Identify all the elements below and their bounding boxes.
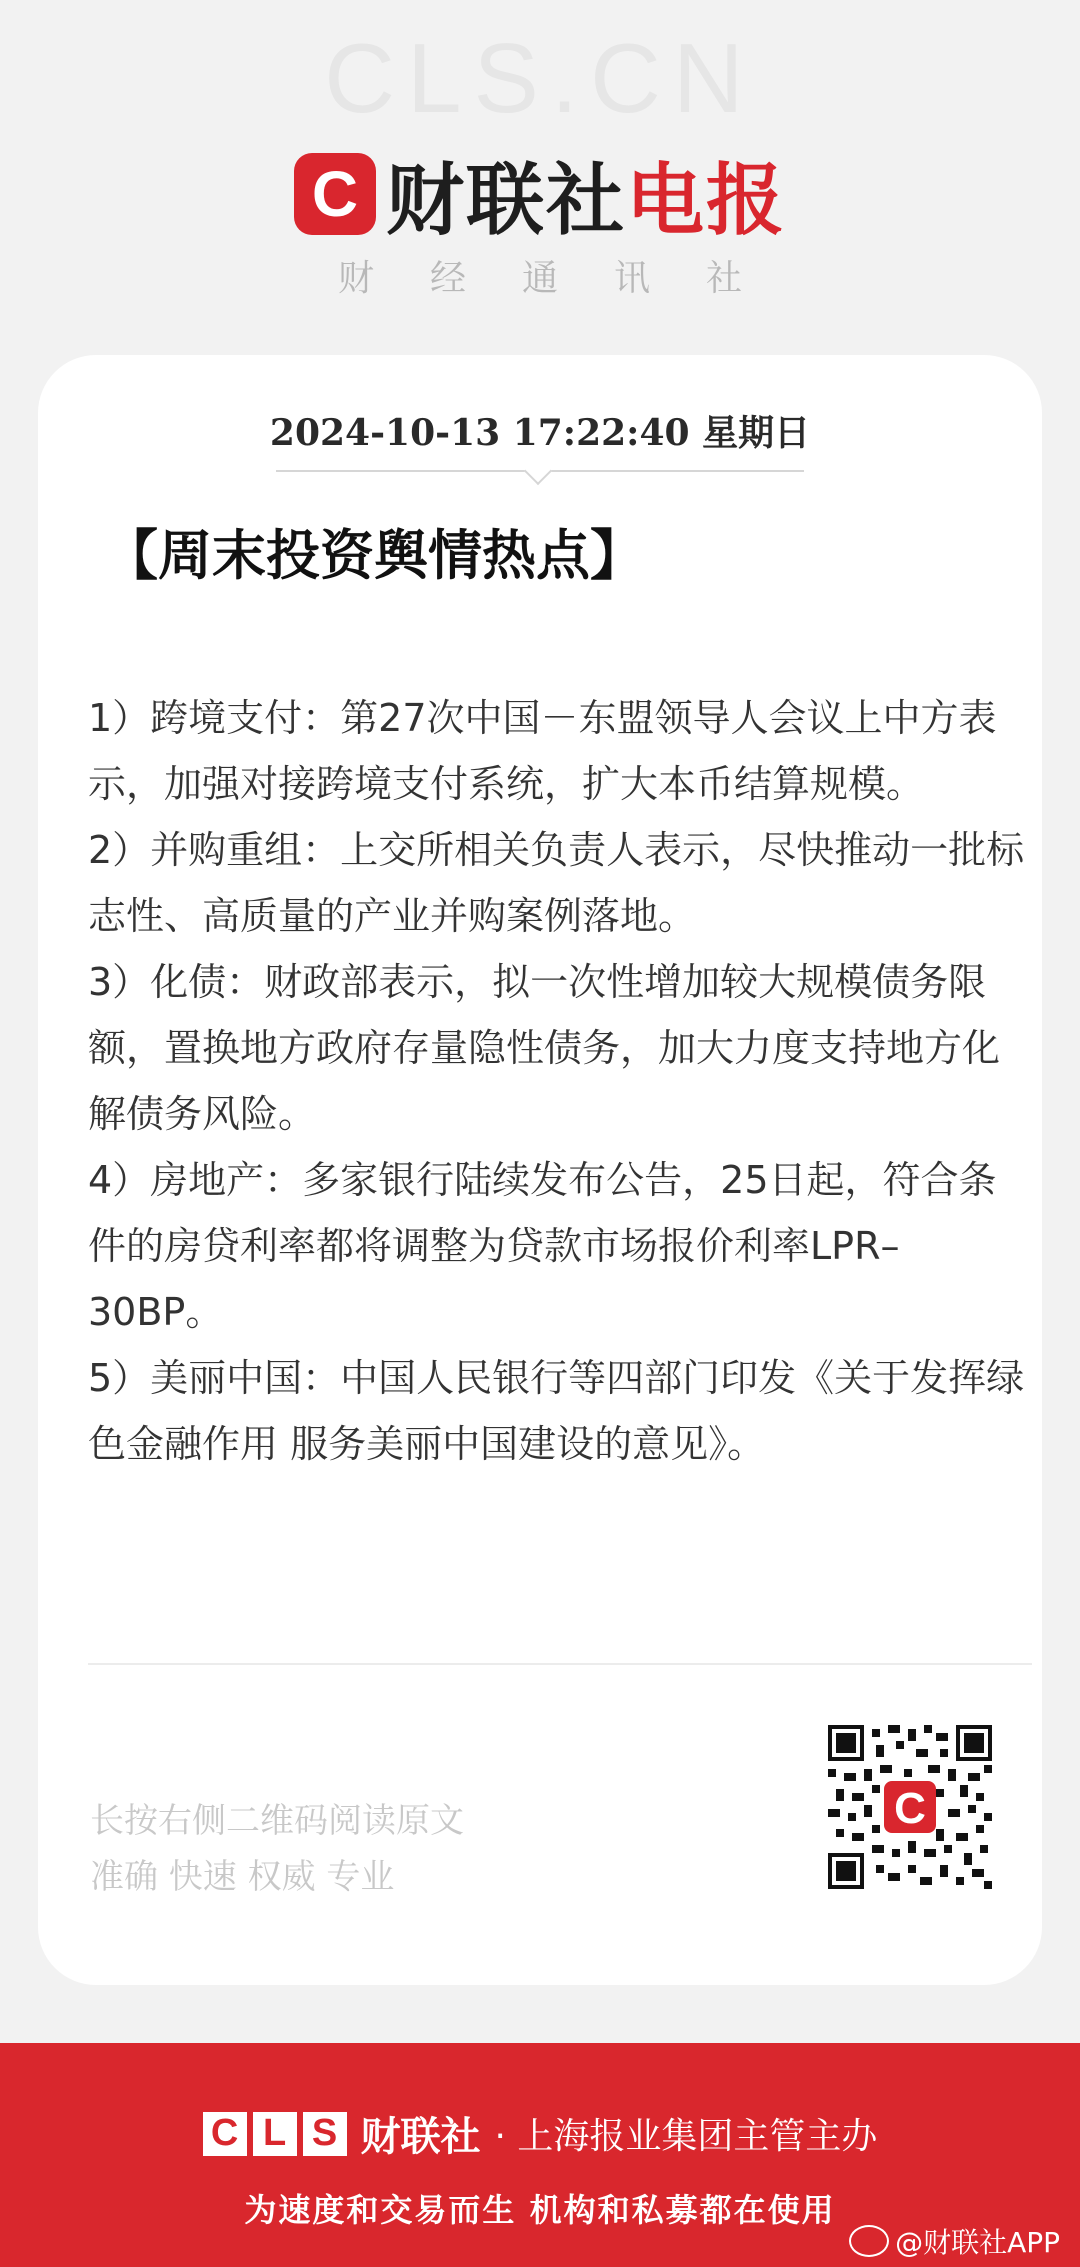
news-card bbox=[38, 355, 1042, 1985]
banner-slogan: 为速度和交易而生 机构和私募都在使用 bbox=[244, 2191, 836, 2229]
footer-line-1: 长按右侧二维码阅读原文 bbox=[90, 1801, 464, 1841]
card-footer-text bbox=[90, 1793, 464, 1905]
weibo-watermark bbox=[849, 2221, 1060, 2261]
cls-letter: C bbox=[203, 2112, 247, 2156]
logo-c-icon bbox=[294, 153, 376, 235]
news-item: 5）美丽中国：中国人民银行等四部门印发《关于发挥绿色金融作用 服务美丽中国建设的意见》。 bbox=[88, 1356, 1025, 1466]
date-notch bbox=[524, 457, 552, 485]
banner-subtitle: · 上海报业集团主管主办 bbox=[494, 2116, 878, 2157]
cls-letter: S bbox=[303, 2112, 347, 2156]
brand-logo bbox=[0, 138, 1080, 250]
cls-letter: L bbox=[253, 2112, 297, 2156]
news-item: 1）跨境支付：第27次中国－东盟领导人会议上中方表示，加强对接跨境支付系统，扩大本币结算规模。 bbox=[88, 696, 997, 806]
brand-name: 财联社 bbox=[385, 156, 626, 246]
card-divider bbox=[88, 1663, 1032, 1665]
news-item: 3）化债：财政部表示，拟一次性增加较大规模债务限额，置换地方政府存量隐性债务，加大力度支持地方化解债务风险。 bbox=[88, 960, 1001, 1136]
tagline-char: 社 bbox=[706, 258, 743, 299]
banner-brand-name: 财联社 bbox=[360, 2114, 481, 2160]
tagline-char: 通 bbox=[521, 258, 558, 299]
qr-code-icon[interactable] bbox=[828, 1725, 992, 1889]
tagline-char: 讯 bbox=[614, 258, 651, 299]
news-item: 2）并购重组：上交所相关负责人表示，尽快推动一批标志性、高质量的产业并购案例落地。 bbox=[88, 828, 1025, 938]
weibo-handle: @财联社APP bbox=[895, 2226, 1060, 2259]
news-item: 4）房地产：多家银行陆续发布公告，25日起，符合条件的房贷利率都将调整为贷款市场报价利率LPR–30BP。 bbox=[88, 1158, 997, 1334]
watermark-text: CLS.CN bbox=[324, 23, 756, 133]
tagline-char: 经 bbox=[429, 258, 466, 299]
cls-logo bbox=[203, 2112, 347, 2156]
bottom-banner bbox=[0, 2043, 1080, 2267]
brand-name-red: 电报 bbox=[626, 156, 787, 246]
banner-row bbox=[0, 2105, 1080, 2162]
logo-letter: C bbox=[311, 158, 359, 230]
news-headline: 【周末投资舆情热点】 bbox=[104, 523, 644, 587]
weibo-icon bbox=[849, 2225, 889, 2257]
tagline-char: 财 bbox=[337, 258, 374, 299]
tagline bbox=[0, 250, 1080, 301]
news-body bbox=[88, 685, 1028, 1477]
qr-logo-letter: C bbox=[894, 1784, 926, 1833]
footer-line-2: 准确 快速 权威 专业 bbox=[90, 1857, 395, 1897]
news-datetime: 2024-10-13 17:22:40 星期日 bbox=[269, 412, 811, 454]
